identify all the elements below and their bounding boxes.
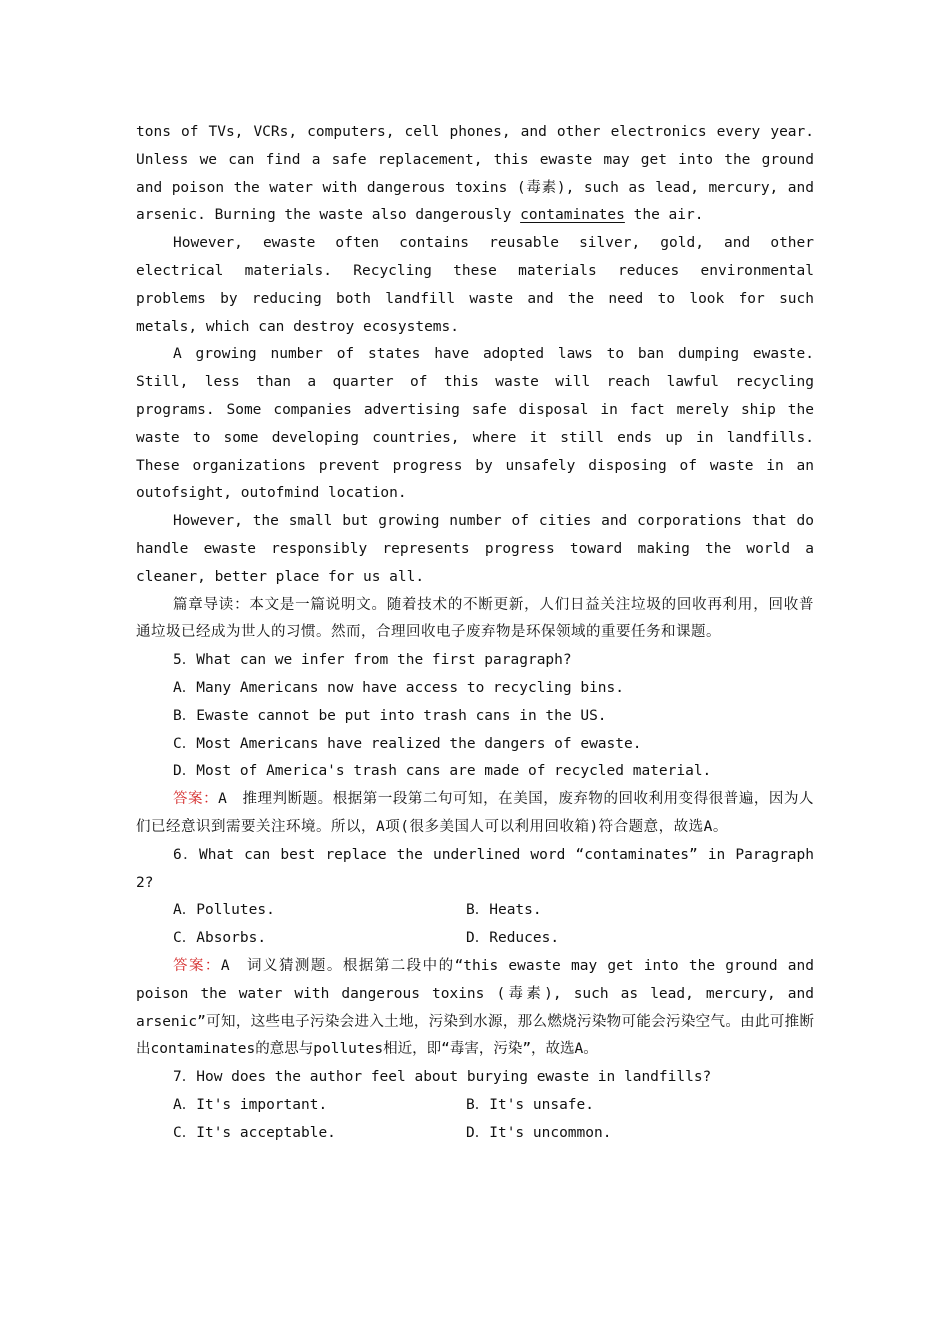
- question-6-options-row-1: [136, 897, 814, 925]
- passage-paragraph-1: [136, 119, 814, 230]
- answer-text: A 推理判断题。根据第一段第二句可知，在美国，废弃物的回收利用变得很普遍，因为人们已经意识到需要关注环境。所以，A项(很多美国人可以利用回收箱)符合题意，故选A。: [136, 791, 815, 835]
- answer-text: A 词义猜测题。根据第二段中的“this ewaste may get into the ground and poison the water with dangerous toxins (毒素), such as lead, mercury, and arsenic”可知，这些电子污染会进入土地，污染到水源，那么燃烧污染物可能会污染空气。由此可推断出contaminates的意思与pollutes相近，即“毒害，污染”，故选A。: [136, 957, 814, 1058]
- question-6-answer: [136, 953, 814, 1064]
- question-6-stem: 6．What can best replace the underlined word “contaminates” in Paragraph 2?: [136, 846, 814, 891]
- question-5-option-b: B．Ewaste cannot be put into trash cans in the US.: [173, 707, 607, 724]
- question-7-option-d: D．It's uncommon.: [466, 1124, 612, 1141]
- underlined-word: contaminates: [520, 207, 625, 224]
- question-6-option-a: A．Pollutes.: [173, 902, 275, 919]
- passage-text: tons of TVs, VCRs, computers, cell phones, and other electronics every year. Unless we can find a safe replacement, this ewaste may get into the ground and poison the water with dangerous toxins (毒素), such as lead, mercury, and arsenic. Burning the waste also dangerously: [136, 124, 814, 224]
- question-5-option-c: C．Most Americans have realized the dangers of ewaste.: [173, 735, 642, 752]
- passage-paragraph-4: However, the small but growing number of cities and corporations that do handle ewaste responsibly represents progress toward making the world a cleaner, better place for us all.: [136, 513, 814, 585]
- question-6-option-b: B．Heats.: [466, 902, 542, 919]
- passage-paragraph-2: However, ewaste often contains reusable silver, gold, and other electrical materials. Recycling these materials reduces environmental problems by reducing both landfill waste and the need to look for such metals, which can destroy ecosystems.: [136, 235, 814, 335]
- question-5-option-d: D．Most of America's trash cans are made of recycled material.: [173, 763, 712, 780]
- reading-guide: 篇章导读：本文是一篇说明文。随着技术的不断更新，人们日益关注垃圾的回收再利用，回收普通垃圾已经成为世人的习惯。然而，合理回收电子废弃物是环保领域的重要任务和课题。: [136, 596, 814, 641]
- question-5-answer: [136, 786, 814, 842]
- question-5-option-a: A．Many Americans now have access to recycling bins.: [173, 679, 624, 696]
- document-content: [136, 119, 814, 1147]
- passage-paragraph-3: A growing number of states have adopted laws to ban dumping ewaste. Still, less than a quarter of this waste will reach lawful recycling programs. Some companies advertising safe disposal in fact merely ship the waste to some developing countries, where it still ends up in landfills. These organizations prevent progress by unsafely disposing of waste in an outofsight, outofmind location.: [136, 346, 814, 502]
- question-6-option-c: C．Absorbs.: [173, 930, 267, 947]
- question-7-options-row-2: [136, 1120, 814, 1148]
- question-7-option-a: A．It's important.: [173, 1096, 328, 1113]
- passage-text: the air.: [624, 207, 704, 224]
- answer-label: 答案：: [173, 957, 221, 974]
- question-7-options-row-1: [136, 1092, 814, 1120]
- question-7-stem: 7．How does the author feel about burying ewaste in landfills?: [173, 1069, 712, 1086]
- question-7-option-c: C．It's acceptable.: [173, 1124, 336, 1141]
- answer-label: 答案：: [173, 791, 219, 808]
- question-7-option-b: B．It's unsafe.: [466, 1096, 594, 1113]
- question-5-stem: 5．What can we infer from the first paragraph?: [173, 652, 572, 669]
- question-6-options-row-2: [136, 925, 814, 953]
- question-6-option-d: D．Reduces.: [466, 930, 560, 947]
